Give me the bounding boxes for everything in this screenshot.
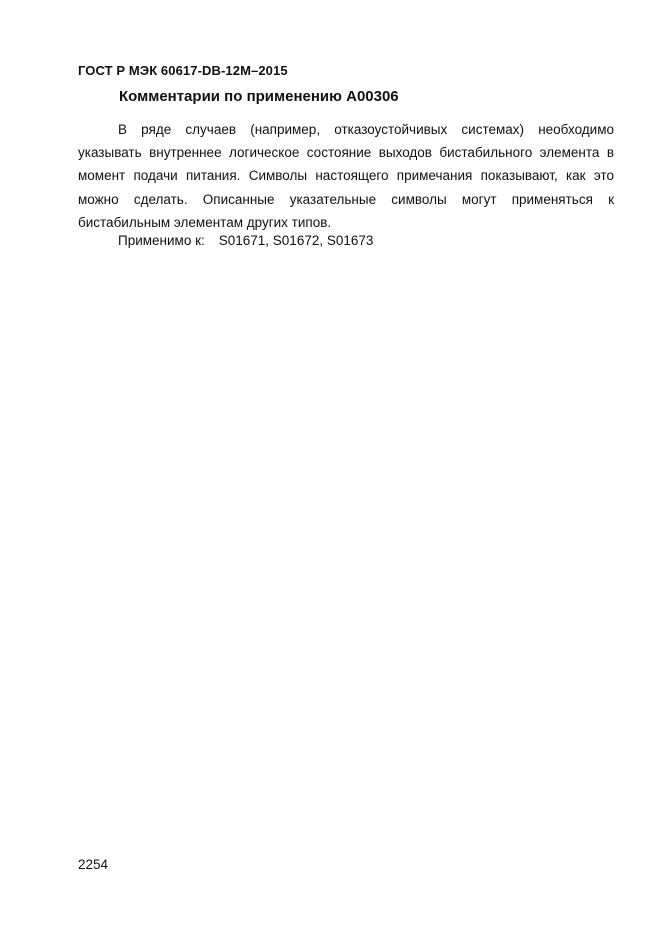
applies-to-label: Применимо к:: [118, 233, 205, 248]
standard-header: ГОСТ Р МЭК 60617-DB-12M–2015: [78, 63, 288, 78]
applies-to-codes: S01671, S01672, S01673: [218, 233, 374, 248]
page-number: 2254: [78, 857, 109, 872]
applies-to-line: [118, 233, 373, 248]
section-title: Комментарии по применению A00306: [119, 88, 399, 105]
body-paragraph: В ряде случаев (например, отказоустойчивых системах) необходимо указывать внутреннее логическое состояние выходов бистабильного элемента в момент подачи питания. Символы настоящего примечания показывают, как это можно сделать. Описанные указательные символы могут применяться к бистабильным элементам других типов.: [78, 122, 614, 230]
